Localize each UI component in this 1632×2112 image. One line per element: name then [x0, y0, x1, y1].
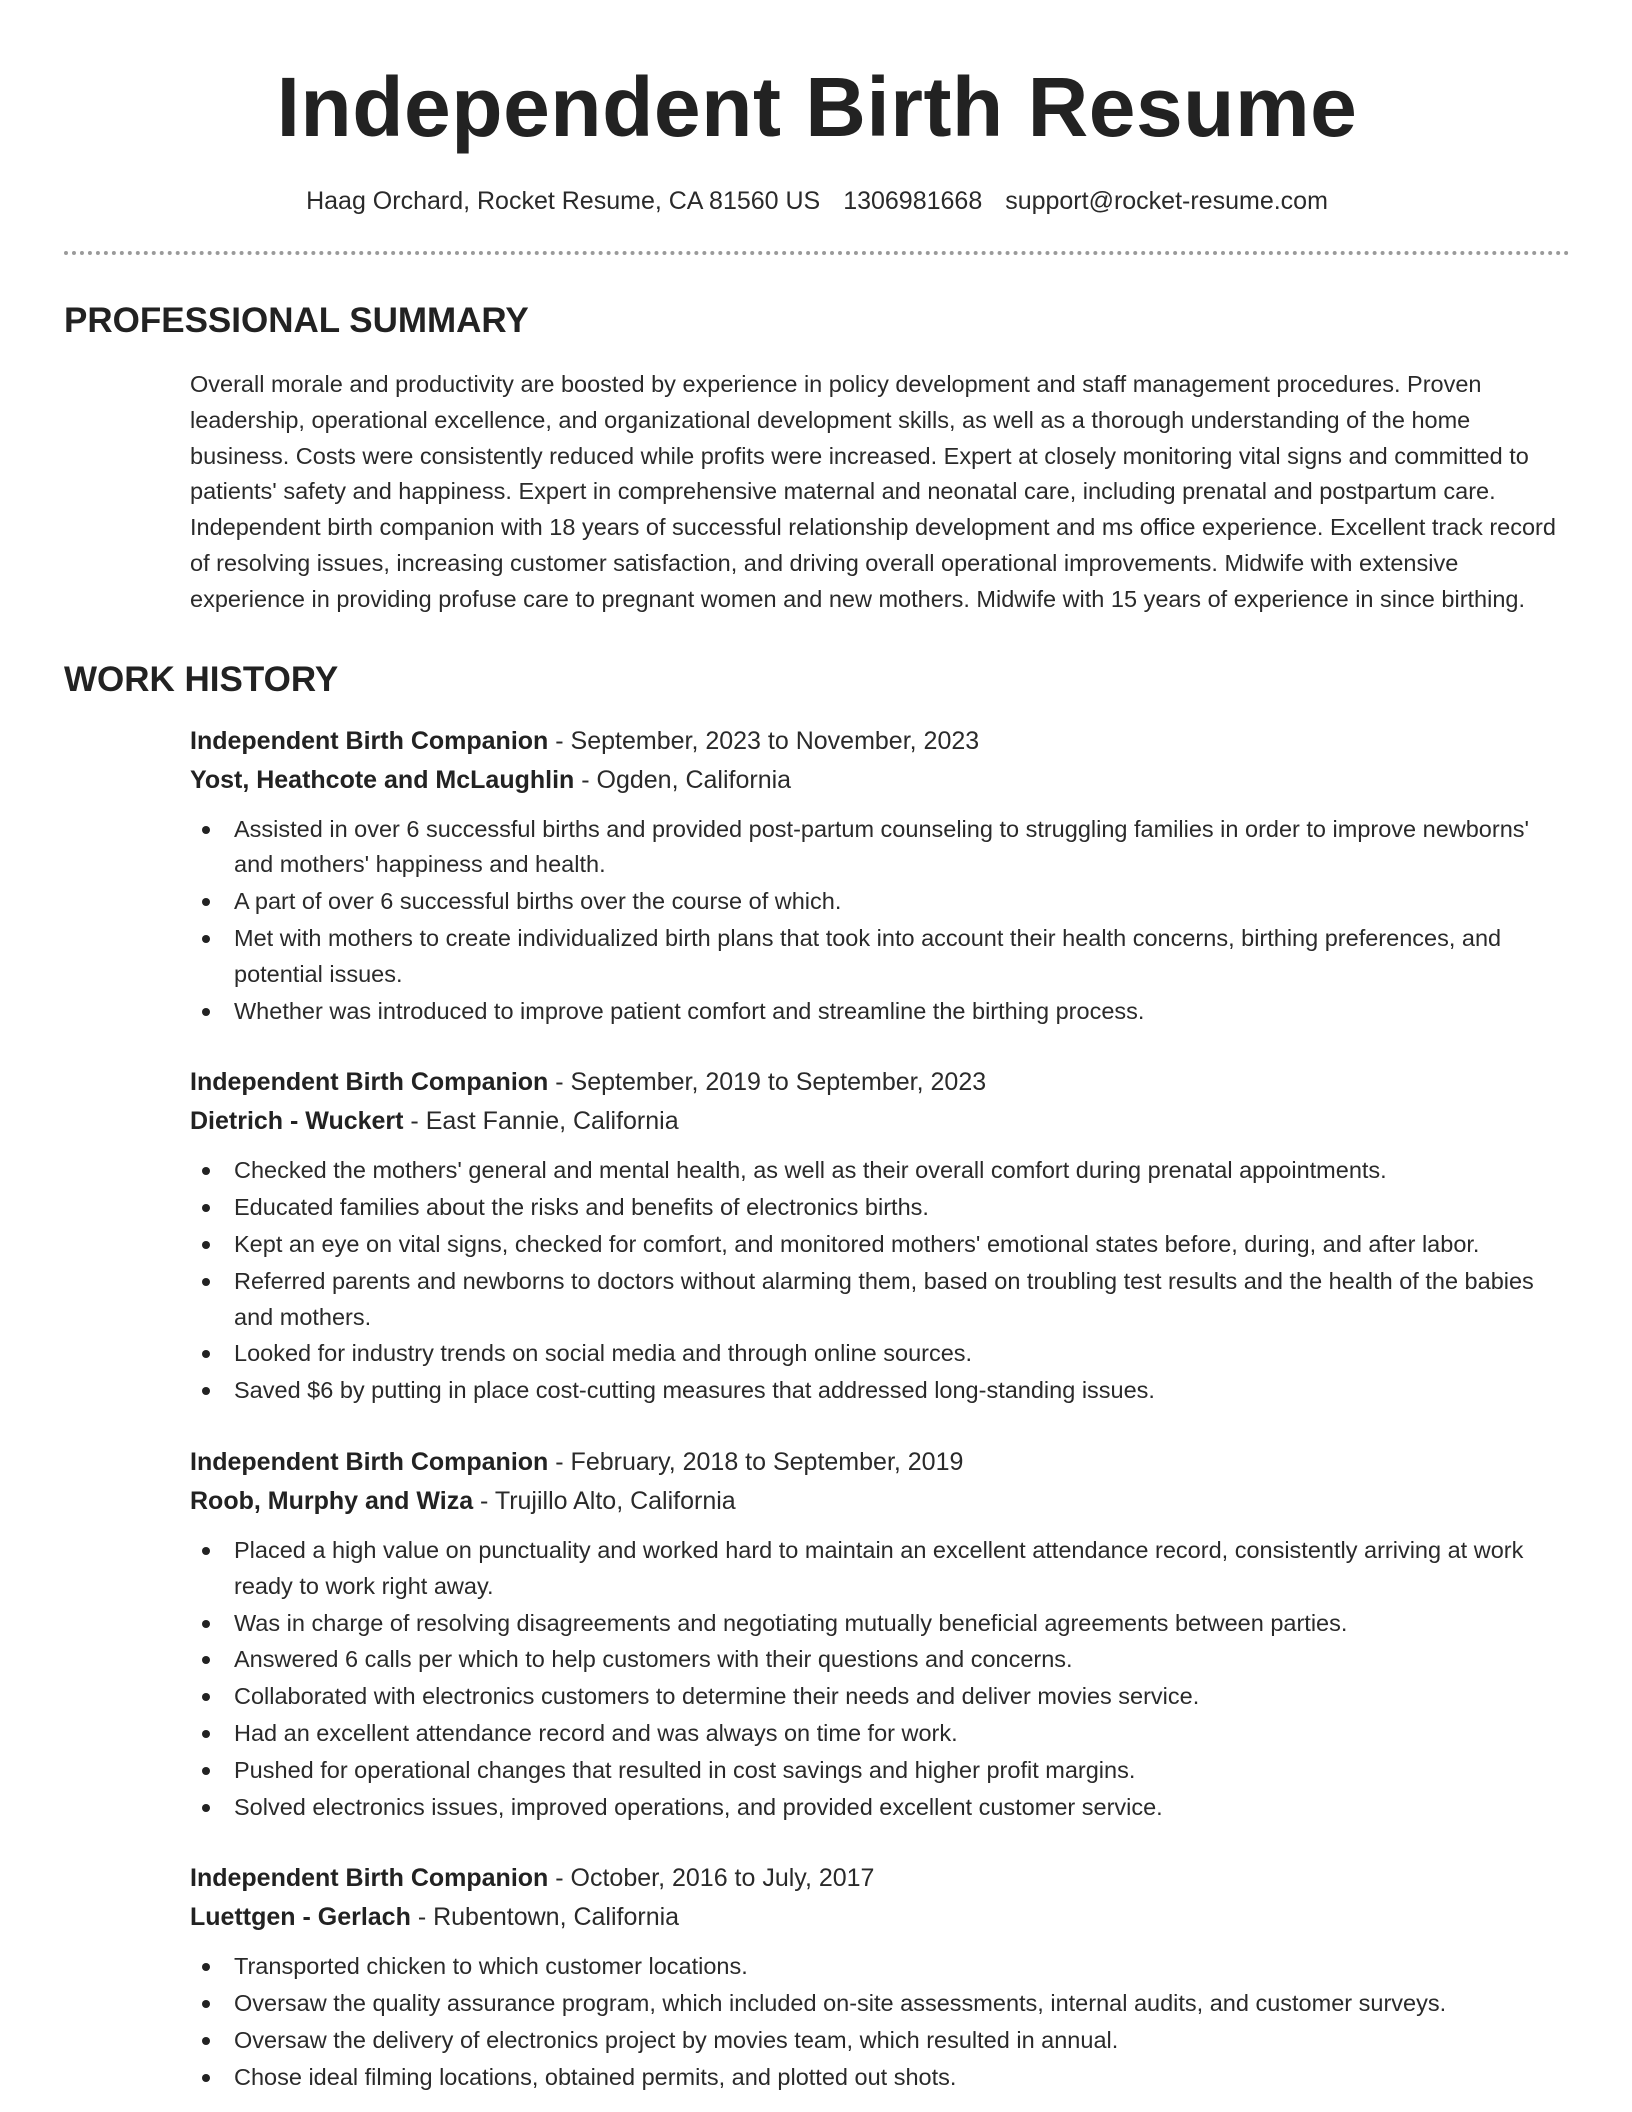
- job-title-line: [190, 1063, 1570, 1102]
- header-divider: [64, 251, 1570, 255]
- job-bullet: Looked for industry trends on social media and through online sources.: [190, 1336, 1570, 1372]
- job-bullet: Oversaw the delivery of electronics project by movies team, which resulted in annual.: [190, 2023, 1570, 2059]
- job-company-line: [190, 761, 1570, 800]
- job-company: Dietrich - Wuckert: [190, 1107, 404, 1136]
- job-bullet: Transported chicken to which customer locations.: [190, 1949, 1570, 1985]
- summary-section: [64, 299, 1570, 618]
- job-bullet: A part of over 6 successful births over the course of which.: [190, 884, 1570, 920]
- job-bullet: Oversaw the quality assurance program, which included on-site assessments, internal audits, and customer surveys.: [190, 1986, 1570, 2022]
- job-title: Independent Birth Companion: [190, 1864, 549, 1893]
- job-dates: - February, 2018 to September, 2019: [548, 1447, 964, 1476]
- job-dates: - October, 2016 to July, 2017: [548, 1864, 875, 1893]
- contact-phone: 1306981668: [843, 187, 983, 215]
- work-history-heading: WORK HISTORY: [64, 659, 339, 699]
- job-bullet: Saved $6 by putting in place cost-cutting measures that addressed long-standing issues.: [190, 1373, 1570, 1409]
- job-bullet: Placed a high value on punctuality and worked hard to maintain an excellent attendance record, consistently arriving at work ready to work right away.: [190, 1533, 1570, 1605]
- job-bullet: Educated families about the risks and benefits of electronics births.: [190, 1190, 1570, 1226]
- job-bullet: Met with mothers to create individualized birth plans that took into account their health concerns, birthing preferences, and potential issues.: [190, 921, 1570, 993]
- job-bullet: Whether was introduced to improve patient comfort and streamline the birthing process.: [190, 994, 1570, 1030]
- job-title-line: [190, 1443, 1570, 1482]
- job-title: Independent Birth Companion: [190, 1068, 549, 1097]
- summary-heading: PROFESSIONAL SUMMARY: [64, 301, 529, 340]
- job-dates: - September, 2023 to November, 2023: [548, 726, 980, 755]
- contact-line: [64, 184, 1570, 218]
- job-location: - Trujillo Alto, California: [473, 1486, 736, 1515]
- job-bullet: Solved electronics issues, improved operations, and provided excellent customer service.: [190, 1790, 1570, 1826]
- job-bullets: [190, 1949, 1570, 2095]
- job-location: - East Fannie, California: [403, 1107, 679, 1136]
- job-bullet: Kept an eye on vital signs, checked for comfort, and monitored mothers' emotional states before, during, and after labor.: [190, 1227, 1570, 1263]
- job-company: Luettgen - Gerlach: [190, 1903, 411, 1932]
- job-company-line: [190, 1482, 1570, 1521]
- summary-text: Overall morale and productivity are boosted by experience in policy development and staff management procedures. Proven leadership, operational excellence, and organizational development skills, as well as a thorough understanding of the home business. Costs were consistently reduced while profits were increased. Expert at closely monitoring vital signs and committed to patients' safety and happiness. Expert in comprehensive maternal and neonatal care, including prenatal and postpartum care. Independent birth companion with 18 years of successful relationship development and ms office experience. Excellent track record of resolving issues, increasing customer satisfaction, and driving overall operational improvements. Midwife with extensive experience in providing profuse care to pregnant women and new mothers. Midwife with 15 years of experience in since birthing.: [190, 371, 1556, 612]
- job-company-line: [190, 1898, 1570, 1937]
- job-title: Independent Birth Companion: [190, 726, 549, 755]
- job-bullet: Had an excellent attendance record and was always on time for work.: [190, 1716, 1570, 1752]
- job-entry: [190, 1443, 1570, 1825]
- job-title-line: [190, 722, 1570, 761]
- job-title: Independent Birth Companion: [190, 1447, 549, 1476]
- contact-address: Haag Orchard, Rocket Resume, CA 81560 US: [306, 187, 821, 215]
- contact-email: support@rocket-resume.com: [1005, 187, 1328, 215]
- job-entry: [190, 722, 1570, 1030]
- job-entry: [190, 1859, 1570, 2095]
- job-bullet: Was in charge of resolving disagreements and negotiating mutually beneficial agreements between parties.: [190, 1606, 1570, 1642]
- job-entry: [190, 1063, 1570, 1409]
- job-bullet: Collaborated with electronics customers to determine their needs and deliver movies service.: [190, 1679, 1570, 1715]
- resume-title: Independent Birth Resume: [276, 60, 1358, 154]
- job-bullet: Referred parents and newborns to doctors without alarming them, based on troubling test results and the health of the babies and mothers.: [190, 1264, 1570, 1336]
- job-company: Yost, Heathcote and McLaughlin: [190, 765, 575, 794]
- job-title-line: [190, 1859, 1570, 1898]
- job-bullet: Answered 6 calls per which to help customers with their questions and concerns.: [190, 1642, 1570, 1678]
- job-bullet: Checked the mothers' general and mental health, as well as their overall comfort during prenatal appointments.: [190, 1153, 1570, 1189]
- job-location: - Ogden, California: [574, 765, 792, 794]
- job-dates: - September, 2019 to September, 2023: [548, 1068, 987, 1097]
- work-history-section: [64, 658, 1570, 2096]
- job-bullets: [190, 1153, 1570, 1409]
- job-bullets: [190, 812, 1570, 1030]
- job-bullet: Assisted in over 6 successful births and provided post-partum counseling to struggling families in order to improve newborns' and mothers' happiness and health.: [190, 812, 1570, 884]
- job-bullet: Chose ideal filming locations, obtained permits, and plotted out shots.: [190, 2060, 1570, 2096]
- resume-page: [64, 0, 1570, 2097]
- job-bullet: Pushed for operational changes that resulted in cost savings and higher profit margins.: [190, 1753, 1570, 1789]
- job-location: - Rubentown, California: [410, 1903, 680, 1932]
- job-company-line: [190, 1102, 1570, 1141]
- job-company: Roob, Murphy and Wiza: [190, 1486, 474, 1515]
- job-bullets: [190, 1533, 1570, 1825]
